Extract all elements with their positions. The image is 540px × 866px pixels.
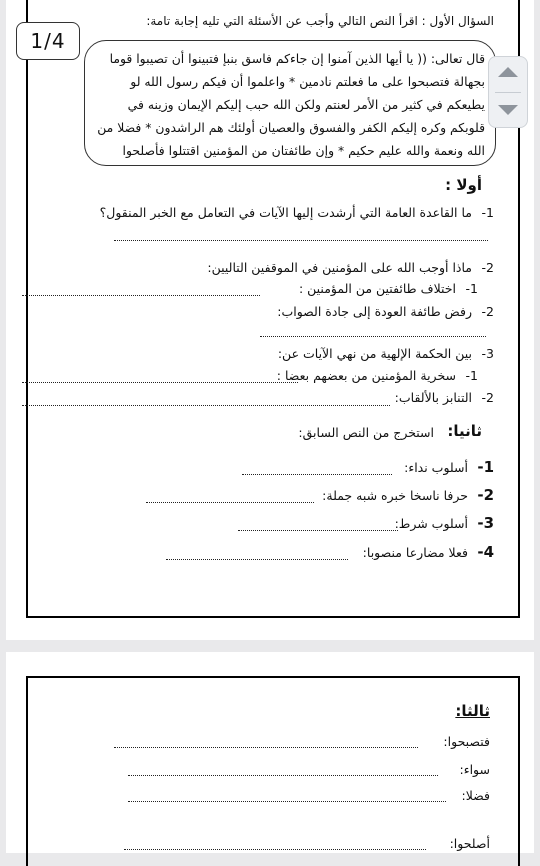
q3b-answer-line[interactable] — [22, 405, 390, 406]
q3-text: بين الحكمة الإلهية من نهي الآيات عن: — [277, 346, 472, 361]
s2-item-1-text: أسلوب نداء: — [404, 460, 468, 475]
q3b-number: 2- — [481, 390, 494, 405]
passage-box — [84, 40, 496, 166]
q3a-answer-line[interactable] — [22, 382, 298, 383]
section-3-title: ثالثا: — [455, 702, 490, 720]
q2-number: 2- — [481, 260, 494, 275]
q3b-text: التنابز بالألقاب: — [394, 390, 472, 405]
s2-item-4-number: 4- — [477, 543, 494, 561]
q3a-number: 1- — [465, 368, 478, 383]
page-1 — [6, 0, 534, 640]
s2-item-2-text: حرفا ناسخا خبره شبه جملة: — [322, 488, 468, 503]
q2b-text: رفض طائفة العودة إلى جادة الصواب: — [277, 304, 472, 319]
passage-line-4: قلوبكم وكره إليكم الكفر والفسوق والعصيان أولئك هم الراشدون * فضلا من — [97, 120, 485, 135]
question-header: السؤال الأول : اقرأ النص التالي وأجب عن الأسئلة التي تليه إجابة تامة: — [146, 14, 494, 28]
q2b-number: 2- — [481, 304, 494, 319]
s2-item-4-answer-line[interactable] — [166, 559, 348, 560]
s3-item-1-answer-line[interactable] — [114, 747, 418, 748]
s3-item-4-answer-line[interactable] — [124, 849, 426, 850]
q1-number: 1- — [481, 205, 494, 220]
section-2-subtitle: استخرج من النص السابق: — [298, 425, 434, 440]
page-indicator: 1/4 — [16, 22, 80, 60]
s2-item-4-text: فعلا مضارعا منصوبا: — [362, 545, 468, 560]
q1-answer-line[interactable] — [114, 240, 488, 241]
s3-item-4-text: أصلحوا: — [449, 836, 490, 851]
s2-item-3-text: أسلوب شرط: — [394, 516, 468, 531]
s2-item-1-answer-line[interactable] — [242, 474, 392, 475]
q3-number: 3- — [481, 346, 494, 361]
s3-item-3-text: فضلا: — [461, 788, 490, 803]
page-2 — [6, 652, 534, 853]
q2b-answer-line[interactable] — [260, 336, 486, 337]
section-2-title: ثانيا: — [447, 422, 482, 440]
q1-text: ما القاعدة العامة التي أرشدت إليها الآيات في التعامل مع الخبر المنقول؟ — [99, 205, 472, 220]
s2-item-2-answer-line[interactable] — [146, 502, 314, 503]
page-2-border — [26, 676, 520, 866]
s3-item-3-answer-line[interactable] — [128, 801, 446, 802]
passage-line-3: يطيعكم في كثير من الأمر لعنتم ولكن الله حبب إليكم الإيمان وزينه في — [127, 97, 485, 112]
q2-text: ماذا أوجب الله على المؤمنين في الموقفين التاليين: — [207, 260, 472, 275]
q2a-number: 1- — [465, 281, 478, 296]
passage-line-2: بجهالة فتصبحوا على ما فعلتم نادمين * واعلموا أن فيكم رسول الله لو — [130, 74, 485, 89]
s3-item-1-text: فتصبحوا: — [443, 734, 490, 749]
s3-item-2-text: سواء: — [459, 762, 490, 777]
s2-item-1-number: 1- — [477, 458, 494, 476]
q2a-text: اختلاف طائفتين من المؤمنين : — [298, 281, 456, 296]
s2-item-3-answer-line[interactable] — [238, 530, 398, 531]
s3-item-2-answer-line[interactable] — [128, 775, 438, 776]
scroll-control[interactable] — [488, 56, 528, 128]
section-1-title: أولا : — [445, 176, 482, 194]
scroll-divider — [495, 92, 521, 93]
passage-line-5: الله ونعمة والله عليم حكيم * وإن طائفتان من المؤمنين اقتتلوا فأصلحوا — [122, 143, 485, 158]
s2-item-2-number: 2- — [477, 486, 494, 504]
scroll-up-icon[interactable] — [498, 67, 518, 77]
q3a-text: سخرية المؤمنين من بعضهم بعضا : — [276, 368, 456, 383]
passage-line-1: قال تعالى: (( يا أيها الذين آمنوا إن جاءكم فاسق بنبإ فتبينوا أن تصيبوا قوما — [109, 51, 485, 66]
scroll-down-icon[interactable] — [498, 105, 518, 115]
q2a-answer-line[interactable] — [22, 295, 260, 296]
s2-item-3-number: 3- — [477, 514, 494, 532]
